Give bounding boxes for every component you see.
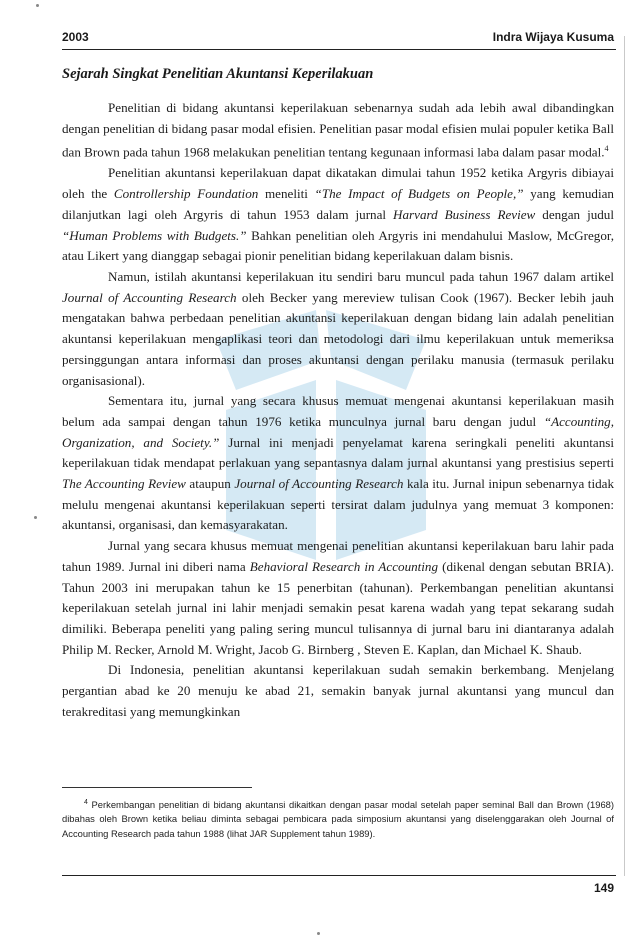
text-run: meneliti — [258, 186, 315, 202]
header-author: Indra Wijaya Kusuma — [492, 30, 614, 44]
text-run: kala itu. Jurnal inipun sebenarnya tidak melulu mengenai akuntansi keperilakuan seperti tersirat dalam judulnya yang memuat 3 komponen: akuntansi, organisasi, dan kemasyarakatan. — [62, 476, 614, 533]
italic-text: Behavioral Research in Accounting — [249, 558, 439, 574]
text-run: Sementara itu, jurnal yang secara khusus memuat mengenai akuntansi keperilakuan masih belum ada sampai dengan tahun 1976 ketika munculnya jurnal baru dengan judul — [62, 393, 614, 429]
paragraph — [62, 163, 614, 267]
text-run: yang kemudian dilanjutkan lagi oleh Argyris di tahun 1953 dalam jurnal — [62, 186, 614, 222]
text-run: Jurnal ini menjadi penyelamat karena seringkali peneliti akuntansi keperilakuan tidak mendapat perlakuan yang sepantasnya dalam jurnal akuntansi yang prestisius seperti — [62, 434, 614, 471]
header-year: 2003 — [62, 30, 89, 44]
text-run: (dikenal dengan sebutan BRIA). Tahun 2003 ini merupakan tahun ke 15 penerbitan (tahunan). Perkembangan penelitian akuntansi keperilakuan setelah jurnal ini lahir menjadi semakin pesat karena wadah yang tepat sekarang sudah dimiliki. Beberapa peneliti yang paling sering muncul tulisannya di jurnal baru ini diantaranya adalah Philip M. Recker, Arnold M. Wright, Jacob G. Birnberg , Steven E. Kaplan, dan Michael K. Shaub. — [62, 558, 614, 657]
italic-text: Journal of Accounting Research — [62, 289, 237, 305]
italic-text: Journal of Accounting Research — [234, 476, 404, 492]
italic-text: “The Impact of Budgets on People,” — [314, 186, 524, 202]
running-header — [62, 30, 614, 46]
text-run: Bahkan penelitian oleh Argyris ini mendahului Maslow, McGregor, atau Likert yang dianggap sebagai pionir penelitian bidang keperilakuan dalam bisnis. — [62, 227, 614, 264]
footer-rule — [62, 875, 616, 876]
text-run: Penelitian akuntansi keperilakuan dapat dikatakan dimulai tahun 1952 ketika Argyris dibiayai oleh the — [62, 165, 614, 202]
section-title: Sejarah Singkat Penelitian Akuntansi Keperilakuan — [62, 66, 374, 82]
footnote-ref: 4 — [604, 144, 609, 154]
italic-text: The Accounting Review — [62, 476, 186, 492]
scan-speck — [317, 932, 320, 935]
text-run: dengan judul — [535, 206, 614, 222]
paragraph — [62, 391, 614, 536]
italic-text: Controllership Foundation — [113, 186, 259, 202]
footnote-text: Perkembangan penelitian di bidang akuntansi dikaitkan dengan pasar modal setelah paper seminal Ball dan Brown (1968) dibahas oleh Brown ketika beliau diminta sebagai pembicara pada simposium akuntansi yang diselenggarakan oleh Journal of Accounting Research pada tahun 1988 (lihat JAR Supplement tahun 1989). — [62, 799, 614, 839]
body-text — [62, 98, 614, 722]
paragraph — [62, 98, 614, 163]
footnote-marker: 4 — [84, 799, 88, 806]
text-run: oleh Becker yang mereview tulisan Cook (1967). Becker lebih jauh mengatakan bahwa perbedaan penelitian akuntansi keperilakuan dengan bidang lain adalah penelitian akuntansi keperilakuan mengaplikasi teori dan metodologi dari ilmu keperilakuan untuk memeriksa persinggungan antara informasi dan proses akuntansi dengan perilaku manusia (termasuk perilaku organisasional). — [62, 289, 614, 388]
italic-text: Harvard Business Review — [393, 206, 536, 222]
text-run: ataupun — [185, 476, 235, 492]
scan-speck — [34, 516, 37, 519]
header-rule — [62, 49, 616, 50]
italic-text: “Human Problems with Budgets.” — [62, 227, 247, 243]
footnote-rule — [62, 787, 252, 788]
scan-edge-line — [624, 36, 625, 876]
text-run: Penelitian di bidang akuntansi keperilakuan sebenarnya sudah ada lebih awal dibandingkan dengan penelitian di bidang pasar modal efisien. Penelitian pasar modal efisien mulai populer ketika Ball dan Brown pada tahun 1968 melakukan penelitian tentang kegunaan informasi laba dalam pasar modal. — [62, 100, 614, 160]
text-run: Namun, istilah akuntansi keperilakuan itu sendiri baru muncul pada tahun 1967 dalam artikel — [108, 268, 614, 284]
text-run: Jurnal yang secara khusus memuat mengenai penelitian akuntansi keperilakuan baru lahir pada tahun 1989. Jurnal ini diberi nama — [62, 538, 614, 574]
text-run: Di Indonesia, penelitian akuntansi keperilakuan sudah semakin berkembang. Menjelang pergantian abad ke 20 menuju ke abad 21, semakin banyak jurnal akuntansi yang muncul dan terakreditasi yang memungkinkan — [62, 662, 614, 719]
page-number: 149 — [593, 881, 614, 895]
paragraph — [62, 267, 614, 391]
italic-text: “Accounting, Organization, and Society.” — [62, 413, 614, 450]
paragraph — [62, 536, 614, 660]
scan-speck — [36, 4, 39, 7]
footnote — [62, 796, 614, 841]
paragraph — [62, 660, 614, 722]
